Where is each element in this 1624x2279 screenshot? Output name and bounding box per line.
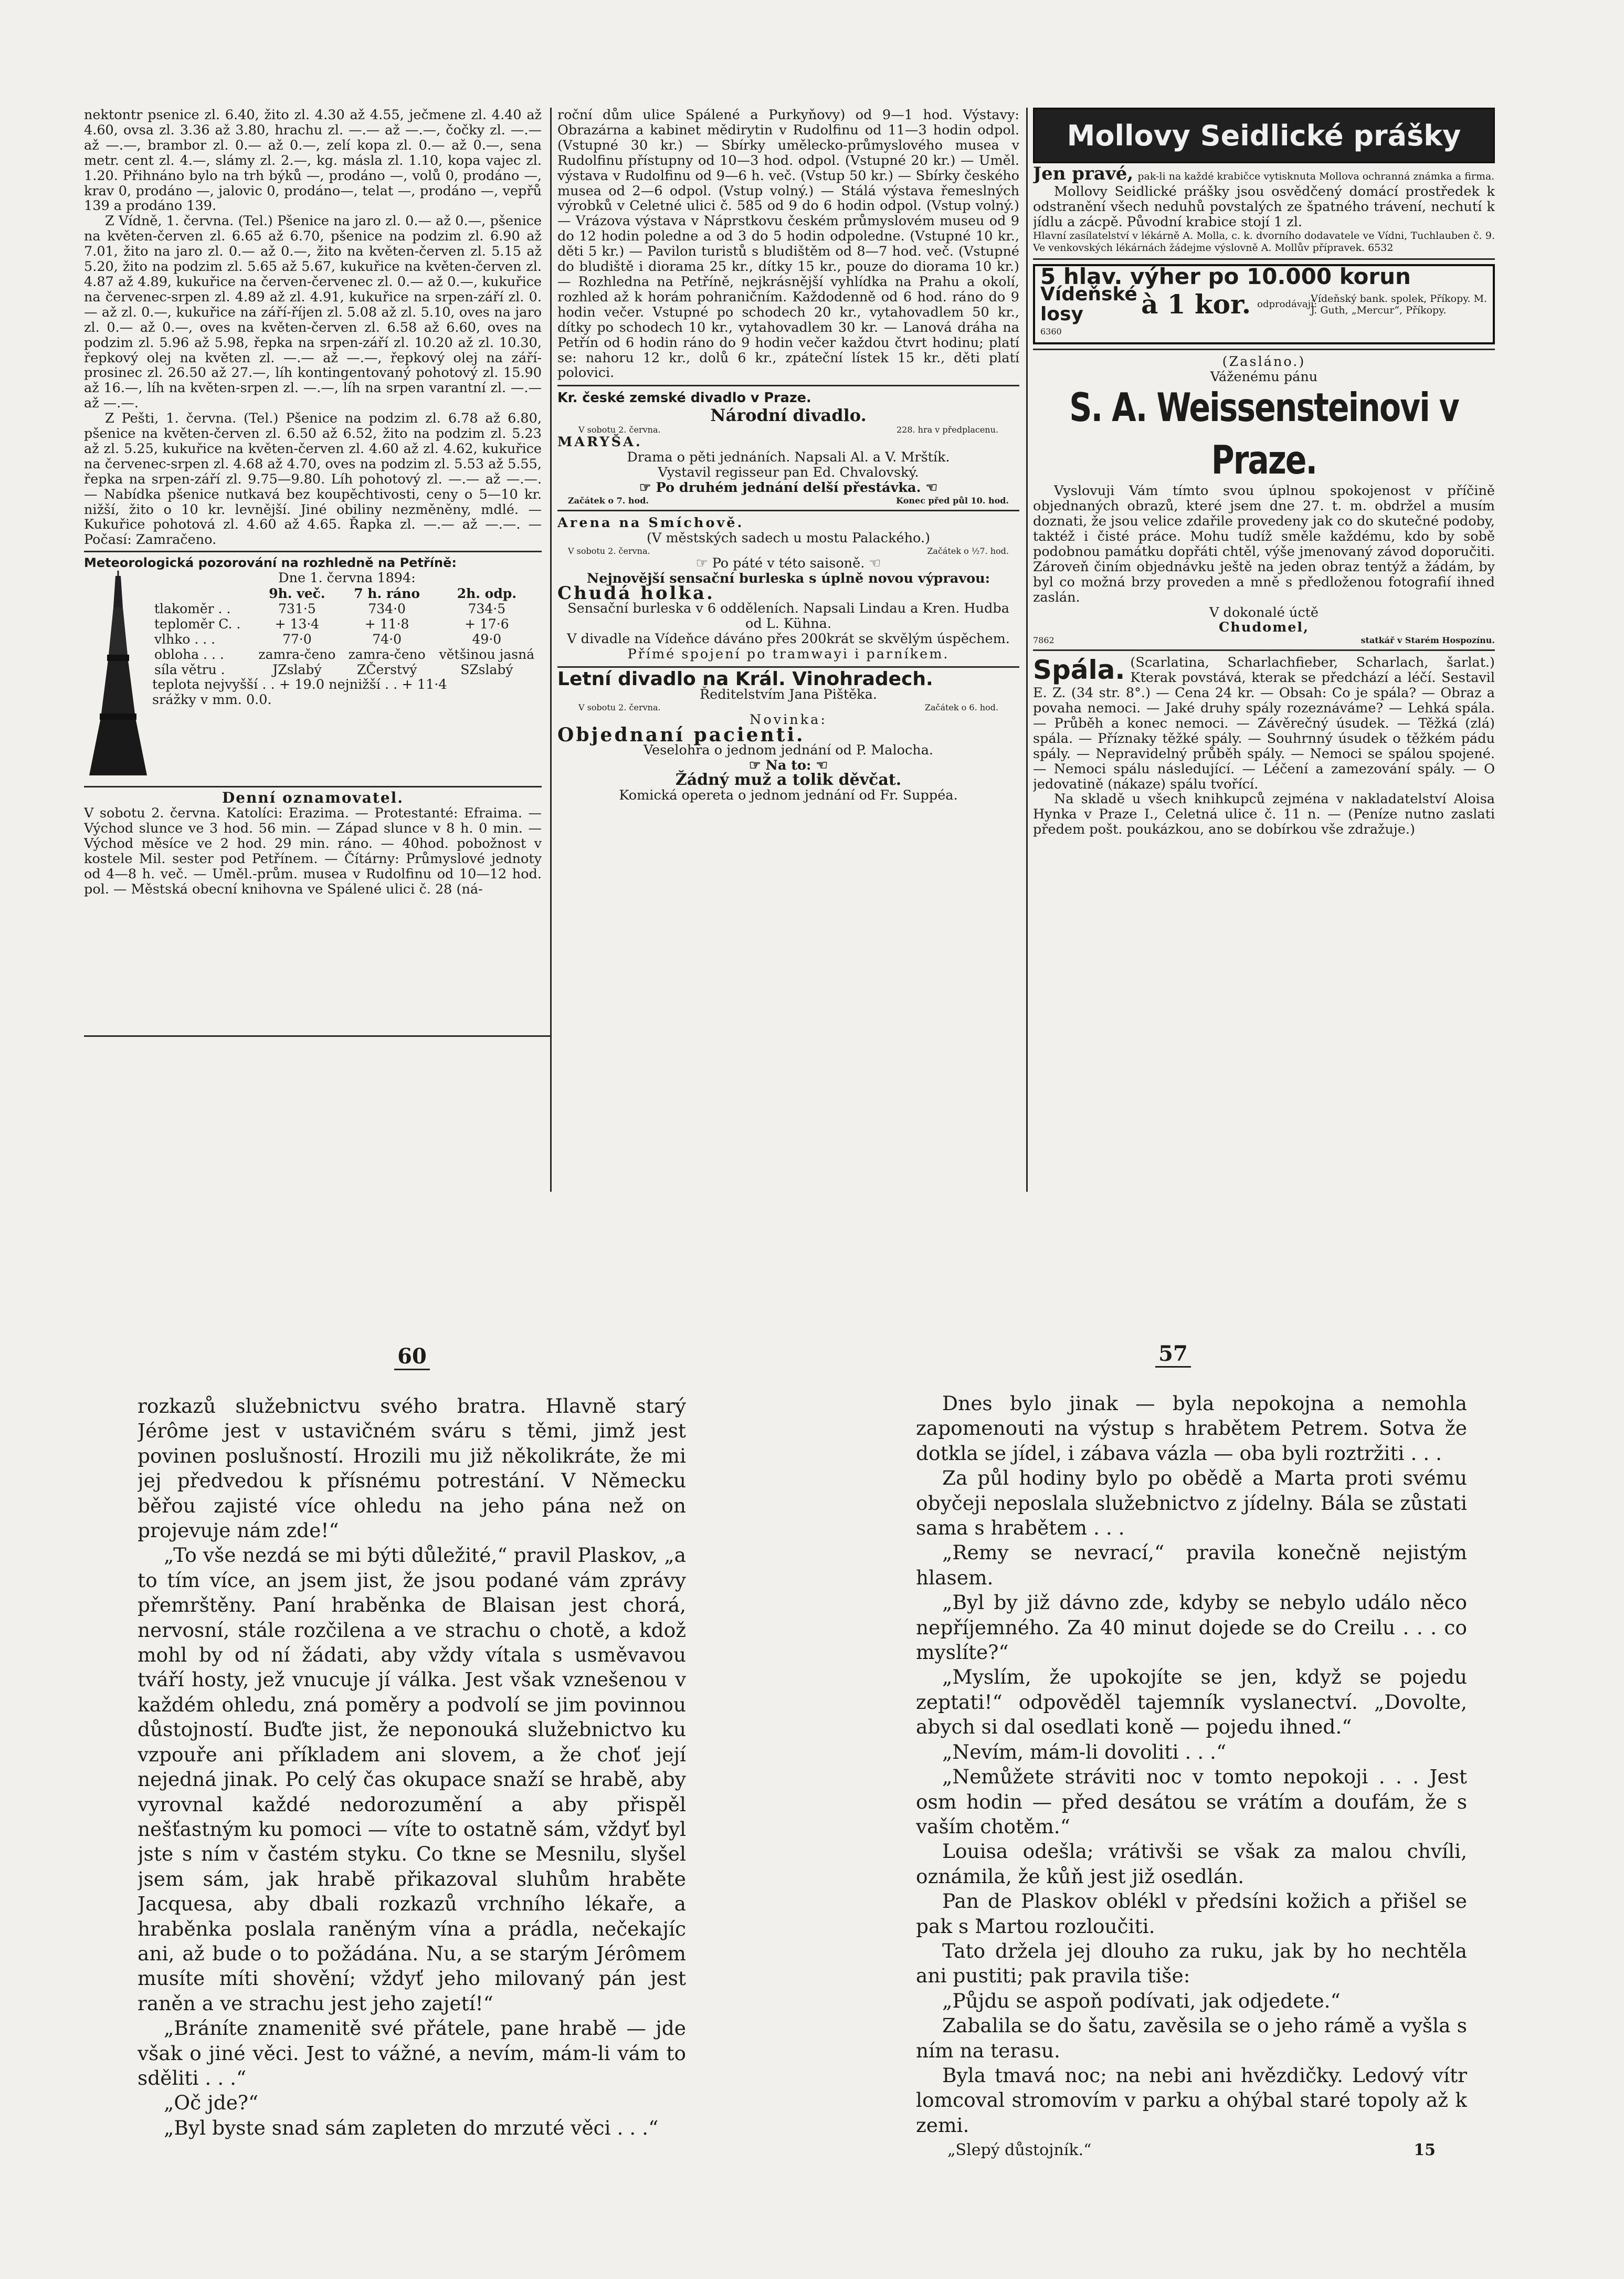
meteo-row xyxy=(152,662,542,677)
section-rule xyxy=(84,1035,550,1037)
arena-connection: Přímé spojení po tramwayi i parníkem. xyxy=(627,646,950,663)
book-paragraph: „Bráníte znamenitě své přátele, pane hrabě — jde však o jiné věci. Jest to vážné, a nevím, mám-li vám to sděliti . . .“ xyxy=(138,2017,686,2089)
theatre-national-date: V sobotu 2. června. xyxy=(578,425,661,435)
meteo-row xyxy=(152,601,542,616)
pointing-hand-icon: ☞ xyxy=(695,555,712,571)
arena-subtitle: (V městských sadech u mostu Palackého.) xyxy=(646,530,931,546)
lottery-losy: Vídeňské losy xyxy=(1040,283,1137,325)
meteo-rainfall: srážky v mm. 0.0. xyxy=(152,692,272,708)
book-paragraph: Louisa odešla; vrátivši se však za malou chvíli, oznámila, že kůň jest již osedlán. xyxy=(916,1840,1467,1888)
vinohrady-desc2: Komická opereta o jednom jednání od Fr. Suppéa. xyxy=(619,787,958,804)
moll-body: Mollovy Seidlické prášky jsou osvědčený domácí prostředek k odstranění všech neduhů povstalých ze špatného trávení, nechutí k jídlu a zácpě. Původní krabice stojí 1 zl. xyxy=(1033,183,1495,230)
moll-banner xyxy=(1033,108,1495,163)
section-rule xyxy=(84,786,542,787)
meteo-cell: 731·5 xyxy=(278,601,316,617)
vinohrady-note-text: Na to: xyxy=(765,757,811,773)
theatre-national-director: Vystavil regisseur pan Ed. Chvalovský. xyxy=(658,465,919,481)
section-rule xyxy=(1033,258,1495,260)
section-rule xyxy=(84,551,542,552)
market-report-pest: Z Pešti, 1. června. (Tel.) Pšenice na podzim zl. 6.78 až 6.80, pšenice na květen-červen zl. 6.50 až 6.52, žito na podzim zl. 5.23 až zl. 5.25, kukuřice na květen-červen zl. 4.60 až zl. 4.62, kukuřice na červenec-srpen zl. 4.68 až 4.70, oves na podzim zl. 5.53 až 5.55, řepka na srpen-září zl. 9.75—9.80. Líh pohotový zl. —.— až —.—. — Nabídka pšenice nutkavá bez koupěchtivosti, ceny o 5—10 kr. nižší, žito o 10 kr. levnější. Jiné obiliny nezměněny, mdlé. — Kukuřice pohotová zl. 4.60 až 4.65. Řapka zl. —.— až —.—. — Počasí: Zamračeno. xyxy=(84,411,542,548)
right-page-number xyxy=(1139,1341,1207,1366)
meteo-row xyxy=(152,632,542,647)
book-paragraph: „Nevím, mám-li dovoliti . . .“ xyxy=(942,1740,1227,1763)
meteo-cell: SZslabý xyxy=(460,662,513,678)
daily-announcer-title: Denní oznamovatel. xyxy=(222,789,404,807)
meteo-cell: zamra-čeno xyxy=(258,647,336,663)
weissenstein-heading: S. A. Weissensteinovi v Praze. xyxy=(1069,385,1459,484)
arena-date: V sobotu 2. června. xyxy=(568,545,650,556)
letter-footer xyxy=(1033,635,1495,645)
section-rule xyxy=(1033,649,1495,651)
meteo-row-label: obloha . . . xyxy=(154,647,224,663)
meteo-cell: 77·0 xyxy=(282,632,312,647)
meteo-cell: 734·0 xyxy=(368,601,406,617)
spala-text: (Scarlatina, Scharlachfieber, Scharlach, šarlat.) Kterak povstává, kterak se předchází a léčí. Sestavil E. Z. (34 str. 8°.) — Cena 24 kr. — Obsah: Co je spála? — Obraz a povaha nemoci. — Jaké druhy spály rozeznáváme? — Lehká spála. — Průběh a konec nemoci. — Závěrečný úsudek. — Těžká (zlá) spála. — Příznaky těžké spály. — Souhrnný úsudek o těžkém pádu spály. — Nepravidelný průběh spály. — Nemoci se spálou spojené. — Nemoci spálu následující. — Léčení a zamezování spály. — O jedovatině (nákaze) spálu tvořící. xyxy=(1033,655,1495,792)
vinohrady-play: Objednaní pacienti. xyxy=(557,723,805,746)
left-page-number-text: 60 xyxy=(394,1344,430,1370)
letter-number: 7862 xyxy=(1033,635,1054,646)
theatre-national-start: Začátek o 7. hod. xyxy=(568,495,649,506)
meteo-row-label: síla větru . xyxy=(154,662,225,678)
meteo-col-header: 9h. več. xyxy=(269,586,325,602)
arena-desc: Sensační burleska v 6 odděleních. Napsali Lindau a Kren. Hudba od L. Kühna. xyxy=(567,601,1009,632)
letter-closing: V dokonalé úctě xyxy=(1209,604,1319,621)
theatre-national-subscription: 228. hra v předplacenu. xyxy=(896,425,998,435)
vinohrady-date: V sobotu 2. června. xyxy=(578,702,661,712)
meteo-row-label: vlhko . . . xyxy=(154,632,216,647)
book-paragraph: Pan de Plaskov oblékl v předsíni kožich a přišel se pak s Martou rozloučiti. xyxy=(916,1889,1467,1938)
market-report-vienna: Z Vídně, 1. června. (Tel.) Pšenice na jaro zl. 0.— až 0.—, pšenice na květen-červen zl. 6.65 až 6.70, pšenice na podzim zl. 6.90 až 7.01, žito na jaro zl. 0.— až 0.—, žito na květen-červen zl. 5.15 až 5.20, žito na podzim zl. 5.65 až 5.67, kukuřice na květen-červen zl. 4.87 až 4.89, kukuřice na červen-červenec zl. 0.— až 0.—, kukuřice na červenec-srpen zl. 4.89 až zl. 4.91, kukuřice na srpen-září zl. 0.— až zl. 0.—, kukuřice na září-říjen zl. 5.08 až zl. 5.10, oves na jaro zl. 0.— až 0.—, oves na květen-červen zl. 6.58 až 6.60, oves na podzim zl. 5.96 až 5.98, řepka na srpen-září zl. 10.20 až zl. 10.30, řepkový olej na květen zl. —.— až —.—, řepkový olej na září-prosinec zl. 26.50 až 27.—, líh kontingentovaný pohotový zl. 15.90 až 16.—, líh na květen-srpen zl. —.—, líh na srpen varantní zl. —.— až —.—. xyxy=(84,213,542,412)
meteo-cell: 49·0 xyxy=(472,632,502,647)
theatre-national-subtitle: Národní divadlo. xyxy=(710,405,867,426)
column-divider xyxy=(1026,108,1028,1192)
arena-note-text: Po páté v této saisoně. xyxy=(712,555,865,571)
arena-intro: Nejnovější sensační burleska s úplně novou výpravou: xyxy=(586,570,990,586)
meteo-cell: 74·0 xyxy=(372,632,402,647)
zaslano-label: (Zasláno.) xyxy=(1222,354,1306,370)
theatre-national-title: Kr. české zemské divadlo v Praze. xyxy=(557,390,811,406)
weissenstein-letter: Vyslovuji Vám tímto svou úplnou spokojenost v příčině objednaných obrazů, které jsem dne 27. t. m. obdržel a musím doznati, že jsou velice zdařile provedeny jak co do skutečné podoby, taktéž i čisté práce. Mohu tudíž směle každému, kdo by sobě podobnou památku dopřáti chtěl, výše jmenovaný závod doporučiti. Zároveň činím objednávku ještě na jeden obraz tentýž a žádám, by byl co možná brzy proveden a mně s předloženou fotografií ihned zaslán. xyxy=(1033,483,1495,605)
right-page-number-text: 57 xyxy=(1155,1341,1191,1368)
lottery-sell: odprodávají: xyxy=(1257,298,1317,310)
meteo-cell: ZČerstvý xyxy=(356,662,417,678)
theatre-national-note-text: Po druhém jednání delší přestávka. xyxy=(656,479,921,496)
theatre-national-end: Konec před půl 10. hod. xyxy=(896,495,1009,506)
arena-title: Arena na Smíchově. xyxy=(557,514,744,531)
moll-genuine xyxy=(1033,163,1495,184)
moll-code: 6532 xyxy=(1368,241,1394,254)
book-paragraph: „Byl by již dávno zde, kdyby se nebylo událo něco nepříjemného. Za 40 minut dojede se do Creilu . . . co myslíte?“ xyxy=(916,1591,1467,1664)
lottery-price: à 1 kor. xyxy=(1141,289,1251,320)
section-rule xyxy=(557,385,1019,386)
meteo-date: Dne 1. června 1894: xyxy=(278,570,416,586)
lottery-ad xyxy=(1033,264,1495,345)
meteo-col-header: 7 h. ráno xyxy=(354,586,420,602)
vinohrady-novinka: Novinka: xyxy=(750,711,827,728)
pointing-hand-icon: ☞ xyxy=(639,479,656,496)
meteo-cell: většinou jasná xyxy=(439,647,535,663)
moll-distributor-text: Hlavní zasílatelství v lékárně A. Molla, c. k. dvorního dodavatele ve Vídni, Tuchlauben č. 9. Ve venkovských lékárnách žádejme výslovně A. Mollův přípravek. xyxy=(1033,229,1495,254)
left-page-number xyxy=(378,1344,446,1369)
vazenemu-label: Váženému pánu xyxy=(1210,369,1318,385)
spala-publisher: Na skladě u všech knihkupců zejména v nakladatelství Aloisa Hynka v Praze I., Celetná ulice č. 11 n. — (Peníze nutno zaslati předem pošt. poukázkou, ano se dobírkou vše zdražuje.) xyxy=(1033,791,1495,838)
meteo-table-wrap xyxy=(152,571,542,783)
spala-title: Spála. xyxy=(1033,655,1125,686)
arena-note xyxy=(557,556,1019,571)
section-rule xyxy=(1033,349,1495,350)
book-paragraph: „Remy se nevrací,“ pravila konečně nejistým hlasem. xyxy=(916,1541,1467,1589)
lottery-sellers: Vídeňský bank. spolek, Příkopy. M. J. Guth, „Mercur“, Příkopy. xyxy=(1311,292,1488,316)
meteo-header-row xyxy=(152,586,542,601)
moll-genuine-note: pak-li na každé krabičce vytisknuta Mollova ochranná známka a firma. xyxy=(1137,171,1495,182)
daily-announcer-text: V sobotu 2. června. Katolíci: Erazima. — Protestanté: Efraima. — Východ slunce ve 3 hod. 56 min. — Západ slunce v 8 h. 0 min. — Východ měsíce ve 2 hod. 29 min. ráno. — 40hod. pobožnost v kostele Mil. sester pod Petřínem. — Čítárny: Průmyslové jednoty od 4—8 h. več. — Uměl.-prům. musea v Rudolfinu od 10—12 hod. pol. — Městská obecní knihovna ve Spálené ulici č. 28 (ná- xyxy=(84,805,542,897)
pointing-hand-icon: ☜ xyxy=(811,757,828,773)
vinohrady-date-row xyxy=(557,702,1019,712)
book-paragraph: Tato držela jej dlouho za ruku, jak by ho nechtěla ani pustiti; pak pravila tiše: xyxy=(916,1939,1467,1988)
arena-start: Začátek o ½7. hod. xyxy=(927,545,1009,556)
book-paragraph: Zabalila se do šatu, zavěsila se o jeho rámě a vyšla s ním na terasu. xyxy=(916,2014,1467,2062)
left-book-page xyxy=(138,1394,686,2239)
theatre-national-date-row xyxy=(557,425,1019,435)
vinohrady-desc: Veselohra o jednom jednání od P. Malocha. xyxy=(643,742,934,758)
book-paragraph: „Půjdu se aspoň podívati, jak odjedete.“ xyxy=(942,1989,1341,2012)
meteo-cell: 734·5 xyxy=(468,601,506,617)
book-title-footer: „Slepý důstojník.“ xyxy=(947,2141,1092,2160)
meteo-cell: JZslabý xyxy=(272,662,322,678)
arena-date-row xyxy=(557,546,1019,556)
meteo-cell: zamra-čeno xyxy=(348,647,426,663)
letter-signer-title: statkář v Starém Hospozínu. xyxy=(1361,635,1495,646)
theatre-national-note xyxy=(557,480,1019,496)
market-reports-column xyxy=(84,108,542,1192)
theatre-national-times xyxy=(557,496,1019,506)
moll-banner-text: Mollovy Seidlické prášky xyxy=(1067,119,1461,152)
meteo-cell: + 11·8 xyxy=(364,616,409,632)
meteo-title: Meteorologická pozorování na rozhledně na Petříně: xyxy=(84,555,457,571)
book-paragraph: „Nemůžete stráviti noc v tomto nepokoji . . . Jest osm hodin — před desátou se vrátím a doufám, že s vaším chotěm.“ xyxy=(916,1765,1467,1838)
advertisements-column xyxy=(1033,108,1495,1192)
pointing-hand-icon: ☜ xyxy=(921,479,938,496)
meteo-row-label: tlakoměr . . xyxy=(154,601,231,617)
book-footer xyxy=(916,2138,1467,2159)
book-paragraph: Za půl hodiny bylo po obědě a Marta proti svému obyčeji neposlala služebnictvo z jídelny. Bála se zůstati sama s hrabětem . . . xyxy=(916,1466,1467,1540)
book-paragraph: Byla tmavá noc; na nebi ani hvězdičky. Ledový vítr lomcoval stromovím v parku a ohýbal staré topoly až k zemi. xyxy=(916,2063,1467,2137)
letter-signature: Chudomel, xyxy=(1219,619,1309,636)
vinohrady-director: Ředitelstvím Jana Pištěka. xyxy=(699,686,878,702)
spala-ad xyxy=(1033,655,1495,792)
meteo-block xyxy=(84,571,542,783)
meteo-cell: + 17·6 xyxy=(465,616,509,632)
column-divider xyxy=(550,108,552,1192)
book-paragraph: „Myslím, že upokojíte se jen, když se pojedu zeptati!“ odpověděl tajemník vyslanectví. „Dovolte, abych si dal osedlati koně — pojedu ihned.“ xyxy=(916,1665,1467,1739)
pointing-hand-icon: ☜ xyxy=(864,555,881,571)
lottery-code: 6360 xyxy=(1040,326,1062,337)
meteo-row-label: teploměr C. . xyxy=(154,616,241,632)
market-report-prague: nektontr psenice zl. 6.40, žito zl. 4.30 až 4.55, ječmene zl. 4.40 až 4.60, ovsa zl. 3.36 až 3.80, hrachu zl. —.— až —.—, čočky zl. —.— až —.—, brambor zl. 0.— až 0.—, zelí kopa zl. 0.— až 0.—, sena metr. cent zl. 4.—, slámy zl. 2.—, kg. másla zl. 1.10, kopa vajec zl. 1.20. Přihnáno bylo na trh býků —, prodáno —, volů 0, prodáno —, krav 0, prodáno —, jalovic 0, prodáno—, telat —, prodáno —, vepřů 139 a prodáno 139. xyxy=(84,108,542,214)
lottery-headline: 5 hlav. výher po 10.000 korun xyxy=(1040,263,1411,289)
meteo-cell: + 13·4 xyxy=(275,616,320,632)
pointing-hand-icon: ☞ xyxy=(748,757,766,773)
theatre-national-play: MARYŠA. xyxy=(557,434,642,450)
section-rule xyxy=(557,666,1019,668)
arena-success: V divadle na Vídeňce dáváno přes 200krát se skvělým úspěchem. xyxy=(567,631,1010,647)
book-paragraph: „To vše nezdá se mi býti důležité,“ pravil Plaskov, „a to tím více, an jsem jist, že jsou podané vám zprávy přemrštěny. Paní hraběnka de Blaisan jest chorá, nervosní, stále rozčilena a ve strachu o chotě, a kdož mohl by od ní žádati, aby vždy vítala s usměvavou tváří hosty, jež vnucuje jí válka. Jest však vznešenou v každém ohledu, zná poměry a podvolí se jim povinnou důstojností. Buďte jist, že neponouká služebnictvo ku vzpouře ani příkladem ani slovem, a že choť její nejedná jinak. Po celý čas okupace snaží se hrabě, aby vyrovnal každé nedorozumění a aby přispěl nešťastným ku pomoci — víte to ostatně sám, vždyť byl jste s ním v častém styku. Co tkne se Mesnilu, slyšel jsem sám, jak hrabě přikazoval sluhům hraběte Jacquesa, aby dbali rozkazů vrchního lékaře, a hraběnka poslala raněným vína a prádla, nečekajíc ani, až bude o to požádána. Nu, a se starým Jérômem musíte míti shovění; vždyť jeho milovaný pán jest raněn a ve strachu jest jeho zajetí!“ xyxy=(138,1543,686,2015)
theatre-national-desc: Drama o pěti jednáních. Napsali Al. a V. Mrštík. xyxy=(627,449,950,466)
arena-play: Chudá holka. xyxy=(557,583,715,604)
book-paragraph: „Byl byste snad sám zapleten do mrzuté věci . . .“ xyxy=(164,2116,659,2139)
meteo-row xyxy=(152,647,542,662)
moll-genuine-label: Jen pravé, xyxy=(1033,163,1134,184)
meteo-row xyxy=(152,616,542,632)
book-paragraph: Dnes bylo jinak — byla nepokojna a nemohla zapomenouti na výstup s hrabětem Petrem. Sotva že dotkla se jídel, i zábava vázla — oba byli roztržiti . . . xyxy=(916,1392,1467,1465)
meteo-table xyxy=(152,586,542,677)
moll-distributor xyxy=(1033,230,1495,254)
theatre-column xyxy=(557,108,1019,1192)
exhibitions-text: roční dům ulice Spálené a Purkyňovy) od 9—1 hod. Výstavy: Obrazárna a kabinet mědirytin v Rudolfinu od 11—3 hodin odpol. (Vstupné 30 kr.) — Sbírky umělecko-průmyslového musea v Rudolfinu přístupny od 10—3 hod. odpol. (Vstupné 20 kr.) — Uměl. výstava v Rudolfinu od 9—6 h. več. (Vstup 50 kr.) — Sbírky českého musea od 2—6 odpol. (Vstup volný.) — Stálá výstava řemeslných výrobků v Celetné ulici č. 585 od 9 do 6 hodin odpol. (Vstup volný.) — Vrázova výstava v Náprstkovu českém průmyslovém museu od 9 do 12 hodin poledne a od 3 do 5 hodin odpoledne. (Vstupné 10 kr., děti 5 kr.) — Pavilon turistů s bludištěm od 8—7 hod. več. (Vstupné do bludiště i diorama 25 kr., dítky 15 kr., pouze do diorama 10 kr.) — Rozhledna na Petříně, nejkrásnější vyhlídka na Prahu a okolí, rozhled až k horám pohraničním. Každodenně od 6 hod. ráno do 9 hodin večer. Vstupné po schodech 20 kr., vytahovadlem 50 kr., dítky po schodech 10 kr., vytahovadlem 30 kr. — Lanová dráha na Petřín od 6 hodin ráno do 9 hodin večer každou čtvrt hodinu; platí se: nahoru 12 kr., dolů 6 kr., zpáteční lístek 15 kr., děti platí polovici. xyxy=(557,108,1019,381)
vinohrady-title: Letní divadlo na Král. Vinohradech. xyxy=(557,668,933,690)
book-paragraph: rozkazů služebnictvu svého bratra. Hlavně starý Jérôme jest v ustavičném sváru s těmi, jimž jest povinen poslušností. Hrozili mu již několikráte, že mi jej předvedou k přísnému potrestání. V Německu běřou zajisté více ohledu na jeho pána než on projevuje nám zde!“ xyxy=(138,1394,686,1542)
lottery-body xyxy=(1040,285,1488,324)
petrin-tower-illustration xyxy=(84,571,152,783)
section-rule xyxy=(557,510,1019,511)
right-book-page xyxy=(916,1391,1467,2242)
book-signature-number: 15 xyxy=(1414,2141,1436,2160)
book-paragraph: „Oč jde?“ xyxy=(164,2091,259,2115)
tower-icon xyxy=(84,571,152,781)
meteo-temperature: teplota nejvyšší . . + 19.0 nejnižší . . + 11·4 xyxy=(152,677,447,693)
vinohrady-play2: Žádný muž a tolik děvčat. xyxy=(675,771,902,790)
vinohrady-start: Začátek o 6. hod. xyxy=(924,702,998,712)
meteo-col-header: 2h. odp. xyxy=(457,586,517,602)
